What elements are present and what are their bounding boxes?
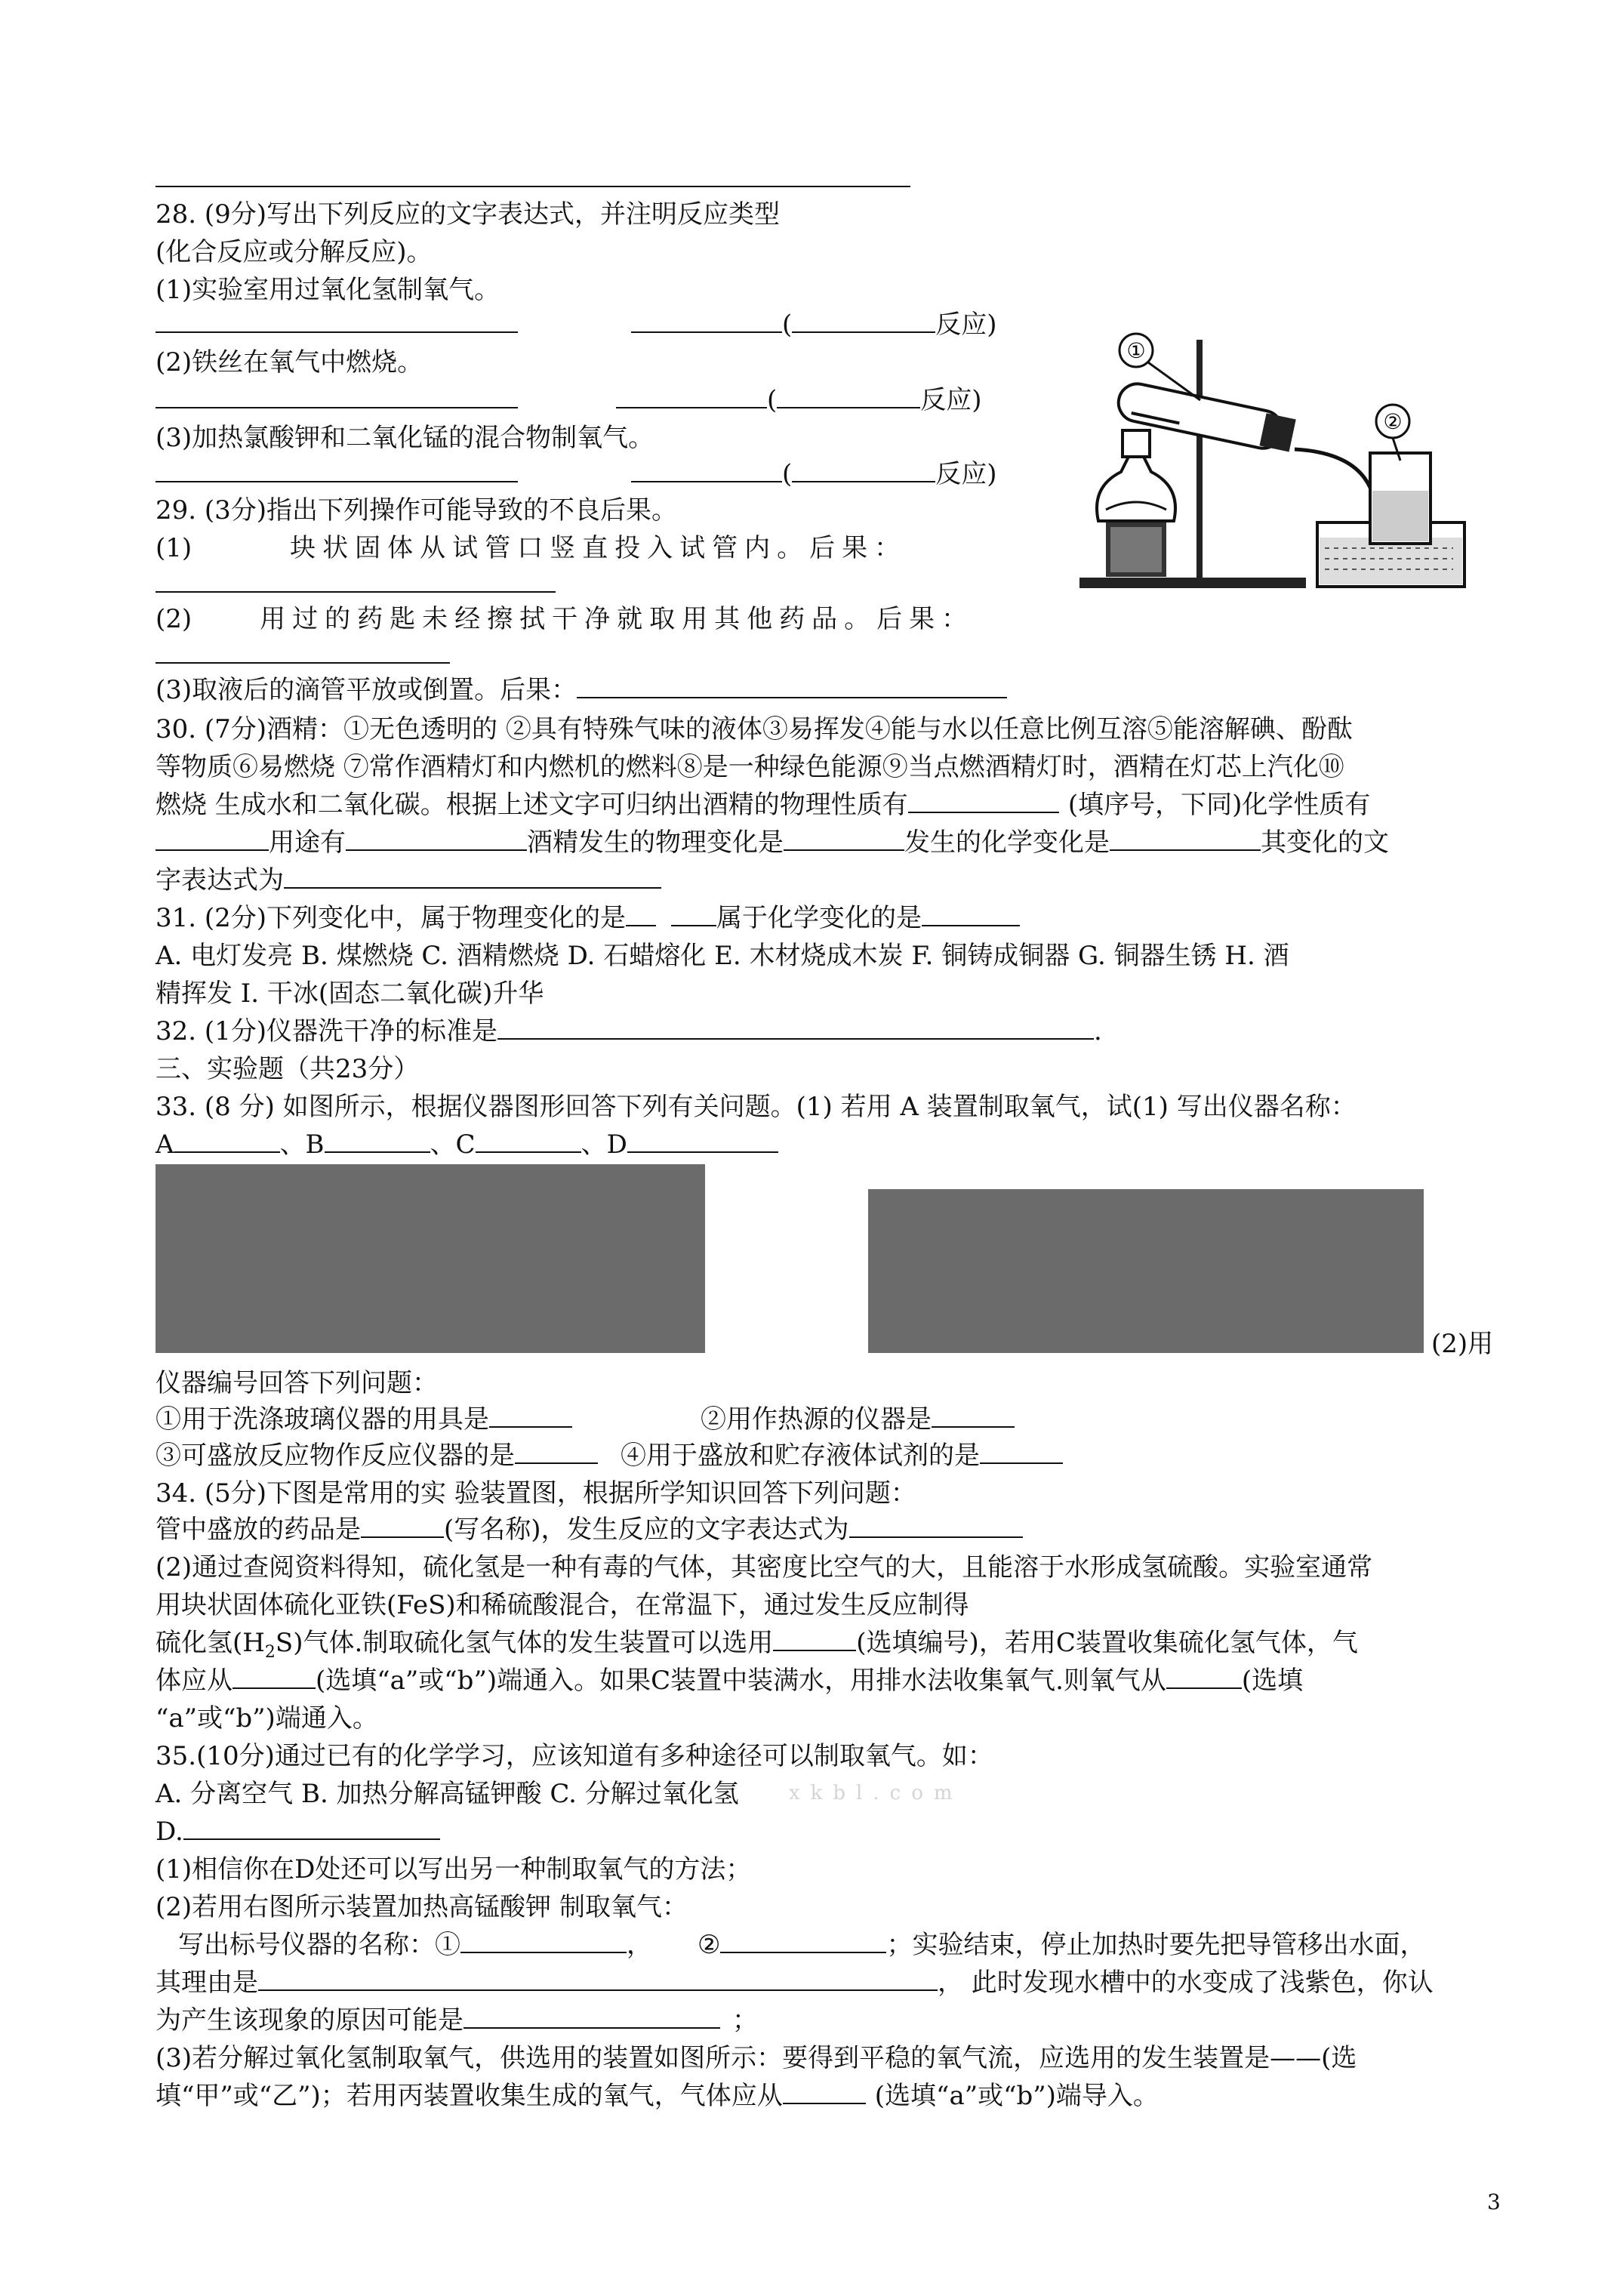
q33-line1: 33. (8 分) 如图所示，根据仪器图形回答下列有关问题。(1) 若用 A 装置制取氧气，试(1) 写出仪器名称： bbox=[156, 1092, 1357, 1122]
q29-item1: (1) 块状固体从试管口竖直投入试管内。后果： bbox=[156, 533, 907, 563]
q35-line1: 35.(10分)通过已有的化学学习，应该知道有多种途径可以制取氧气。如： bbox=[156, 1741, 993, 1771]
q29-answer2 bbox=[156, 639, 450, 672]
q35-line3: D. bbox=[156, 1815, 440, 1848]
answer-blank[interactable] bbox=[908, 789, 1059, 813]
q33-line2: A 、B 、C 、D bbox=[156, 1128, 778, 1161]
q33-qrow1: ①用于洗涤玻璃仪器的用具是 ②用作热源的仪器是 bbox=[156, 1403, 1015, 1436]
q35-line5: (2)若用右图所示装置加热高锰酸钾 制取氧气： bbox=[156, 1892, 688, 1922]
q30-line2: 等物质⑥易燃烧 ⑦常作酒精灯和内燃机的燃料⑧是一种绿色能源⑨当点燃酒精灯时，酒精在灯芯上汽化⑩ bbox=[156, 752, 1344, 782]
reaction-type-blank[interactable] bbox=[777, 384, 920, 408]
q35-line7: 其理由是 ， 此时发现水槽中的水变成了浅紫色，你认 bbox=[156, 1968, 1434, 1998]
answer-blank[interactable] bbox=[783, 2080, 866, 2104]
answer-blank[interactable] bbox=[156, 458, 518, 482]
answer-blank[interactable] bbox=[325, 1129, 430, 1153]
q35-line4: (1)相信你在D处还可以写出另一种制取氧气的方法； bbox=[156, 1854, 752, 1885]
answer-blank[interactable] bbox=[346, 827, 527, 851]
q30-line5: 字表达式为 bbox=[156, 864, 661, 897]
answer-blank[interactable] bbox=[627, 1129, 778, 1153]
q29-item3: (3)取液后的滴管平放或倒置。后果： bbox=[156, 673, 1007, 707]
answer-blank[interactable] bbox=[849, 1514, 1023, 1538]
q28-item1: (1)实验室用过氧化氢制氧气。 bbox=[156, 275, 500, 305]
q35-line10: 填“甲”或“乙”)；若用丙装置收集生成的氧气，气体应从 (选填“a”或“b”)端导入。 bbox=[156, 2081, 1159, 2111]
redacted-figure-right bbox=[868, 1189, 1424, 1353]
q28-item3: (3)加热氯酸钾和二氧化锰的混合物制氧气。 bbox=[156, 423, 654, 453]
q33-line3: 仪器编号回答下列问题： bbox=[156, 1368, 438, 1398]
label-1: ① bbox=[1126, 338, 1146, 363]
answer-blank[interactable] bbox=[515, 1440, 598, 1464]
answer-blank[interactable] bbox=[1166, 1665, 1242, 1689]
answer-blank[interactable] bbox=[463, 2005, 720, 2029]
q30-line3: 燃烧 生成水和二氧化碳。根据上述文字可归纳出酒精的物理性质有 (填序号，下同)化学性质有 bbox=[156, 790, 1371, 820]
q35-line2: A. 分离空气 B. 加热分解高锰钾酸 C. 分解过氧化氢 bbox=[156, 1779, 739, 1809]
answer-blank[interactable] bbox=[671, 902, 716, 926]
watermark: xkbl.com bbox=[789, 1782, 963, 1804]
q28-answer3: ( 反应) bbox=[156, 458, 997, 491]
answer-blank[interactable] bbox=[284, 864, 661, 889]
q28-item2: (2)铁丝在氧气中燃烧。 bbox=[156, 347, 423, 378]
q35-line8: 为产生该现象的原因可能是 ； bbox=[156, 2005, 758, 2036]
answer-blank[interactable] bbox=[183, 1816, 440, 1840]
q34-line2: 管中盛放的药品是 (写名称)，发生反应的文字表达式为 bbox=[156, 1513, 1023, 1546]
q29-answer1 bbox=[156, 568, 556, 601]
reaction-type-blank[interactable] bbox=[792, 458, 935, 482]
answer-blank[interactable] bbox=[1110, 827, 1261, 851]
q29-title: 29. (3分)指出下列操作可能导致的不良后果。 bbox=[156, 495, 678, 525]
reaction-type-blank[interactable] bbox=[792, 309, 935, 333]
answer-blank[interactable] bbox=[361, 1514, 444, 1538]
redacted-figure-left bbox=[156, 1164, 705, 1353]
answer-blank[interactable] bbox=[631, 309, 782, 333]
q28-answer2: ( 反应) bbox=[156, 384, 982, 417]
answer-blank[interactable] bbox=[174, 1129, 280, 1153]
answer-blank[interactable] bbox=[497, 1015, 1094, 1040]
answer-blank[interactable] bbox=[784, 827, 904, 851]
q33-qrow2: ③可盛放反应物作反应仪器的是 ④用于盛放和贮存液体试剂的是 bbox=[156, 1439, 1063, 1472]
q29-item2: (2) 用过的药匙未经擦拭干净就取用其他药品。后果： bbox=[156, 604, 975, 634]
page-number: 3 bbox=[1487, 2190, 1501, 2214]
label-2: ② bbox=[1383, 409, 1403, 434]
q30-line4: 用途有 酒精发生的物理变化是 发生的化学变化是 其变化的文 bbox=[156, 826, 1389, 859]
answer-blank[interactable] bbox=[980, 1440, 1063, 1464]
answer-blank[interactable] bbox=[720, 1929, 886, 1953]
answer-blank[interactable] bbox=[631, 458, 782, 482]
top-rule bbox=[156, 186, 910, 187]
q34-line4: 用块状固体硫化亚铁(FeS)和稀硫酸混合，在常温下，通过发生反应制得 bbox=[156, 1590, 969, 1620]
q33-part2-tail: (2)用 bbox=[1431, 1329, 1494, 1359]
q35-line9: (3)若分解过氧化氢制取氧气，供选用的装置如图所示：要得到平稳的氧气流，应选用的发生装置是——(选 bbox=[156, 2043, 1357, 2073]
answer-blank[interactable] bbox=[489, 1404, 572, 1428]
q34-line6: 体应从 (选填“a”或“b”)端通入。如果C装置中装满水，用排水法收集氧气.则氧气从 (选填 bbox=[156, 1666, 1304, 1696]
answer-blank[interactable] bbox=[460, 1929, 627, 1953]
q34-line5: 硫化氢$(H_2S)$气体.制取硫化氢气体的发生装置可以选用 (选填编号)，若用C装置收集硫化氢气体，气 bbox=[156, 1628, 1358, 1662]
answer-blank[interactable] bbox=[156, 569, 556, 593]
answer-blank[interactable] bbox=[773, 1627, 856, 1651]
q31-line2: A. 电灯发亮 B. 煤燃烧 C. 酒精燃烧 D. 石蜡熔化 E. 木材烧成木炭 F. 铜铸成铜器 G. 铜器生锈 H. 酒 bbox=[156, 941, 1289, 971]
q35-line6: 写出标号仪器的名称：① ， ② ；实验结束，停止加热时要先把导管移出水面， bbox=[178, 1930, 1426, 1960]
q34-line7: “a”或“b”)端通入。 bbox=[156, 1703, 378, 1734]
answer-blank[interactable] bbox=[258, 1967, 938, 1991]
answer-blank[interactable] bbox=[626, 902, 656, 926]
answer-blank[interactable] bbox=[156, 639, 450, 664]
q34-line3: (2)通过查阅资料得知，硫化氢是一种有毒的气体，其密度比空气的大，且能溶于水形成氢硫酸。实验室通常 bbox=[156, 1552, 1373, 1583]
answer-blank[interactable] bbox=[577, 674, 1007, 698]
apparatus-illustration bbox=[1076, 325, 1468, 596]
q31-line3: 精挥发 I. 干冰(固态二氧化碳)升华 bbox=[156, 978, 544, 1009]
q34-line1: 34. (5分)下图是常用的实 验装置图，根据所学知识回答下列问题： bbox=[156, 1478, 916, 1509]
answer-blank[interactable] bbox=[922, 902, 1020, 926]
q31-line1: 31. (2分)下列变化中，属于物理变化的是 属于化学变化的是 bbox=[156, 901, 1020, 935]
answer-blank[interactable] bbox=[616, 384, 767, 408]
section-heading: 三、实验题（共23分） bbox=[156, 1054, 420, 1084]
answer-blank[interactable] bbox=[476, 1129, 581, 1153]
q30-line1: 30. (7分)酒精：①无色透明的 ②具有特殊气味的液体③易挥发④能与水以任意比例互溶⑤能溶解碘、酚酞 bbox=[156, 714, 1353, 744]
q28-title: 28. (9分)写出下列反应的文字表达式，并注明反应类型 bbox=[156, 199, 781, 230]
answer-blank[interactable] bbox=[156, 384, 518, 408]
answer-blank[interactable] bbox=[932, 1404, 1015, 1428]
answer-blank[interactable] bbox=[156, 827, 269, 851]
answer-blank[interactable] bbox=[156, 309, 518, 333]
q32-line: 32. (1分)仪器洗干净的标准是 . bbox=[156, 1016, 1102, 1046]
q28-answer1: ( 反应) bbox=[156, 308, 997, 341]
answer-blank[interactable] bbox=[233, 1665, 316, 1689]
q28-title2: (化合反应或分解反应)。 bbox=[156, 237, 433, 267]
